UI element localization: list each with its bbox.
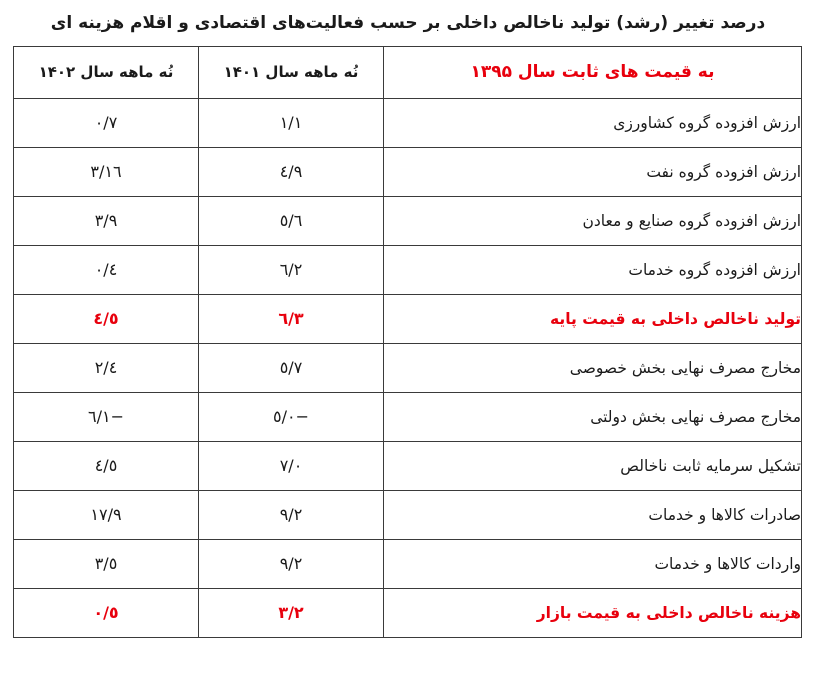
row-label: مخارج مصرف نهایی بخش دولتی <box>384 392 802 441</box>
table-container <box>0 46 816 638</box>
table-body <box>14 98 802 637</box>
table-header <box>14 46 802 98</box>
row-value-1401: ۳/٦ <box>199 294 384 343</box>
row-value-1402: −۱/٦ <box>14 392 199 441</box>
table-row <box>14 98 802 147</box>
table-row <box>14 490 802 539</box>
row-label: ارزش افزوده گروه نفت <box>384 147 802 196</box>
row-value-1402: ٤/۲ <box>14 343 199 392</box>
page-title: درصد تغییر (رشد) تولید ناخالص داخلی بر حسب فعالیت‌های اقتصادی و اقلام هزینه ای <box>50 13 766 33</box>
row-label: تشکیل سرمایه ثابت ناخالص <box>384 441 802 490</box>
row-label: ارزش افزوده گروه صنایع و معادن <box>384 196 802 245</box>
row-value-1402: ۳/۹ <box>14 196 199 245</box>
row-label: مخارج مصرف نهایی بخش خصوصی <box>384 343 802 392</box>
row-value-1401: ۱/۱ <box>199 98 384 147</box>
row-label: واردات کالاها و خدمات <box>384 539 802 588</box>
table-row <box>14 147 802 196</box>
row-value-1402: ۱٦/۳ <box>14 147 199 196</box>
row-value-1402: ٥/۰ <box>14 588 199 637</box>
column-header-year-1401: نُه ماهه سال ۱۴۰۱ <box>199 46 384 98</box>
row-label: صادرات کالاها و خدمات <box>384 490 802 539</box>
row-value-1401: ۹/٤ <box>199 147 384 196</box>
row-label: تولید ناخالص داخلی به قیمت پایه <box>384 294 802 343</box>
table-row <box>14 294 802 343</box>
table-row <box>14 343 802 392</box>
row-label: ارزش افزوده گروه کشاورزی <box>384 98 802 147</box>
row-value-1401: ٥/٦ <box>199 196 384 245</box>
column-header-year-1402: نُه ماهه سال ۱۴۰۲ <box>14 46 199 98</box>
table-row <box>14 245 802 294</box>
table-row <box>14 588 802 637</box>
row-value-1402: ٤/٥ <box>14 294 199 343</box>
row-label: ارزش افزوده گروه خدمات <box>384 245 802 294</box>
row-label: هزینه ناخالص داخلی به قیمت بازار <box>384 588 802 637</box>
table-row <box>14 539 802 588</box>
row-value-1401: ۳/۲ <box>199 588 384 637</box>
row-value-1401: ۷/٥ <box>199 343 384 392</box>
row-value-1401: ۹/۲ <box>199 539 384 588</box>
gdp-growth-table <box>13 46 802 638</box>
row-value-1402: ٥/۳ <box>14 539 199 588</box>
row-value-1401: ۹/۲ <box>199 490 384 539</box>
column-header-label: به قیمت های ثابت سال ۱۳۹۵ <box>384 46 802 98</box>
row-value-1402: ٤/٥ <box>14 441 199 490</box>
row-value-1401: −۰/٥ <box>199 392 384 441</box>
row-value-1402: ۱۷/۹ <box>14 490 199 539</box>
table-header-row <box>14 46 802 98</box>
table-row <box>14 441 802 490</box>
table-row <box>14 196 802 245</box>
row-value-1401: ۲/٦ <box>199 245 384 294</box>
row-value-1401: ۷/۰ <box>199 441 384 490</box>
table-row <box>14 392 802 441</box>
row-value-1402: ٤/۰ <box>14 245 199 294</box>
row-value-1402: ۰/۷ <box>14 98 199 147</box>
